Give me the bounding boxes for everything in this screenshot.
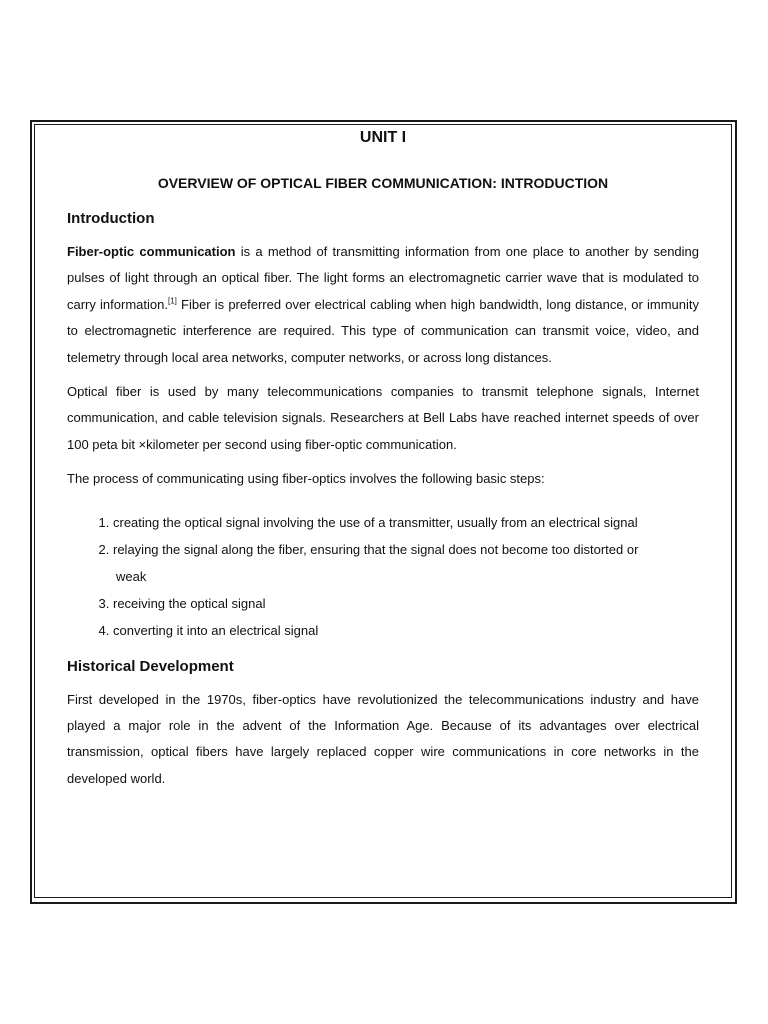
intro-paragraph-3: The process of communicating using fiber-optics involves the following basic steps:	[67, 471, 545, 487]
intro-paragraph-2: Optical fiber is used by many telecommunications companies to transmit telephone signals, Internet communication, and cable television signals. Researchers at Bell Labs have reached internet speeds of over 100 peta bit ×kilometer per second using fiber-optic communication.	[67, 384, 699, 452]
historical-development-heading: Historical Development	[67, 657, 234, 675]
list-item: 4. converting it into an electrical signal	[113, 617, 699, 644]
introduction-heading: Introduction	[67, 210, 155, 227]
list-item: 1. creating the optical signal involving the use of a transmitter, usually from an electrical signal	[113, 509, 699, 536]
chapter-title: OVERVIEW OF OPTICAL FIBER COMMUNICATION: INTRODUCTION	[157, 175, 609, 191]
list-item: 2. relaying the signal along the fiber, ensuring that the signal does not become too distorted or weak	[113, 536, 699, 590]
intro-p1-text-after: Fiber is preferred over electrical cabling when high bandwidth, long distance, or immunity to electromagnetic interference are required. This type of communication can transmit voice, video, and telemetry through local area networks, computer networks, or across long distances.	[67, 296, 700, 365]
document-content	[67, 126, 699, 792]
citation-1[interactable]: [1]	[167, 296, 177, 306]
intro-paragraph-1	[67, 239, 699, 371]
intro-lead-term: Fiber-optic communication	[67, 244, 236, 259]
list-item: 3. receiving the optical signal	[113, 590, 699, 617]
unit-title: UNIT I	[359, 129, 407, 146]
list-item-continuation: weak	[116, 568, 147, 584]
intro-p1-text: is a method of transmitting information from one place to another by sending pulses of light through an optical fiber. The light forms an electromagnetic carrier wave that is modulated to carry information.	[67, 244, 699, 312]
steps-list	[67, 509, 699, 644]
history-paragraph: First developed in the 1970s, fiber-optics have revolutionized the telecommunications industry and have played a major role in the advent of the Information Age. Because of its advantages over electrical transmission, optical fibers have largely replaced copper wire communications in core networks in the developed world.	[67, 691, 699, 786]
